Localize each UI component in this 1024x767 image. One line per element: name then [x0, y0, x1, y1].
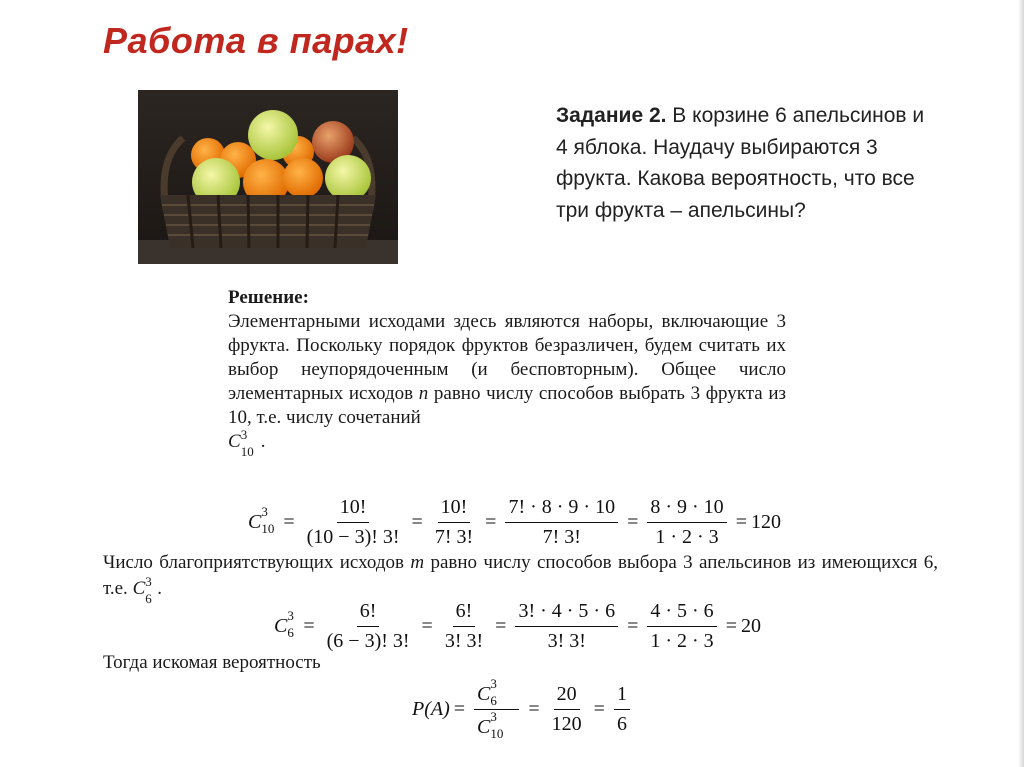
task-statement [556, 100, 926, 226]
eq3-fraction-2: $\frac{20}{120}$ [551, 683, 582, 735]
eq3-lhs: P(A) [412, 698, 450, 720]
eq2-fraction-1: $\frac{6!}{(6 - 3)! 3!}$ [326, 600, 410, 652]
combination-c10: C 3 10 [228, 427, 254, 459]
equation-probability: P(A) = C 3 6 C 3 10 = $\frac{20}{120}$ = $\frac{1}{6}$ [412, 680, 635, 739]
equation-c6: C 3 6 = $\frac{6!}{(6 - 3)! 3!}$ = $\frac{6!}{3! 3!}$ = $\frac{3! \cdot 4 \cdot 5 \cdot 6}{3! 3!}$ = $\frac{4 \cdot 5 \cdot 6}{1 \cdot 2 \cdot 3}$ = 20 [274, 600, 761, 652]
eq1-result: 120 [750, 511, 781, 533]
eq1-fraction-4: $\frac{8 \cdot 9 \cdot 10}{1 \cdot 2 \cdot 3}$ [647, 496, 726, 549]
solution-block [228, 286, 787, 459]
solution-paragraph-3: Тогда искомая вероятность [103, 652, 321, 673]
eq3-fraction-3: $\frac{1}{6}$ [614, 683, 630, 736]
eq2-fraction-2: $\frac{6!}{3! 3!}$ [444, 600, 484, 652]
eq1-fraction-1: $\frac{10!}{(10 - 3)! 3!}$ [306, 496, 400, 548]
eq2-lhs: C 3 6 [274, 608, 294, 640]
solution-paragraph-1 [228, 310, 787, 459]
eq2-result: 20 [740, 615, 761, 637]
eq1-lhs: C 3 10 [248, 504, 275, 536]
para2-start-text: Число благоприятствующих исходов [103, 552, 404, 573]
eq3-fraction-1: C 3 6 C 3 10 [474, 680, 519, 739]
para1-text: Элементарными исходами здесь являются наборы, включающие 3 фрукта. Поскольку порядок фруктов безразличен, будем считать их выбор неупорядоченным (и бесповторным). Общее число элементарных исходов [228, 311, 786, 404]
slide-title: Работа в парах! [103, 20, 409, 61]
para2-end-text: равно числу способов выбора 3 апельсинов из имеющихся 6, т.е. [103, 552, 939, 599]
var-m: m [410, 552, 425, 573]
solution-heading: Решение: [228, 287, 309, 308]
c10-period: . [260, 431, 266, 452]
eq2-fraction-4: $\frac{4 \cdot 5 \cdot 6}{1 \cdot 2 \cdot 3}$ [647, 600, 716, 653]
combination-c6: C 3 6 [132, 574, 152, 606]
eq1-fraction-2: $\frac{10!}{7! 3!}$ [434, 496, 474, 548]
eq2-fraction-3: $\frac{3! \cdot 4 \cdot 5 \cdot 6}{3! 3!}$ [515, 600, 618, 653]
task-label: Задание 2. [556, 104, 667, 127]
c6-period: . [157, 578, 162, 599]
equation-c10: C 3 10 = $\frac{10!}{(10 - 3)! 3!}$ = $\frac{10!}{7! 3!}$ = $\frac{7! \cdot 8 \cdot 9 \cdot 10}{7! 3!}$ = $\frac{8 \cdot 9 \cdot 10}{1 \cdot 2 \cdot 3}$ = 120 [248, 496, 781, 548]
task-text: В корзине 6 апельсинов и 4 яблока. Наудачу выбираются 3 фрукта. Какова вероятность, что все три фрукта – апельсины? [556, 104, 925, 222]
slide-edge-shadow [1018, 0, 1024, 767]
fruit-basket-photo [138, 90, 398, 264]
var-n: n [418, 383, 429, 404]
solution-paragraph-2 [103, 550, 939, 606]
para1-end-text: равно числу способов выбрать 3 фрукта из 10, т.е. числу сочетаний [228, 383, 787, 428]
eq1-fraction-3: $\frac{7! \cdot 8 \cdot 9 \cdot 10}{7! 3!}$ [505, 496, 618, 549]
